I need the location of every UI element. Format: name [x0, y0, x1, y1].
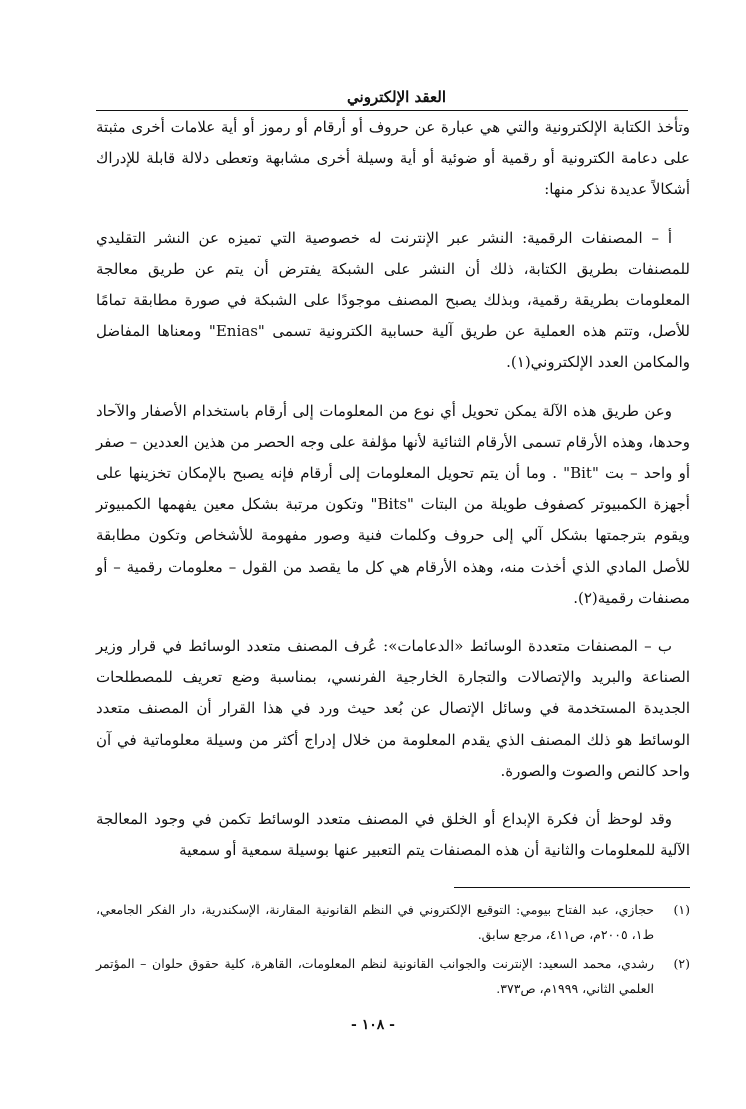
paragraph-creativity: وقد لوحظ أن فكرة الإبداع أو الخلق في المصنف متعدد الوسائط تكمن في وجود المعالجة الآلية للمعلومات والثانية أن هذه المصنفات يتم التعبير عنها بوسيلة سمعية أو سمعية: [96, 810, 690, 860]
page-number: - ١٠٨ -: [351, 1017, 395, 1033]
paragraph-digital-works: أ – المصنفات الرقمية: النشر عبر الإنترنت له خصوصية التي تميزه عن النشر التقليدي للمصنفات بطريق الكتابة، ذلك أن النشر على الشبكة يفترض أن يتم عن طريق معالجة المعلومات بطريقة رقمية، وبذلك يصبح المصنف موجودًا على الشبكة في صورة مطابقة تمامًا للأصل، وتتم هذه العملية عن طريق آلية حسابية الكترونية تسمى "Enias" ومعناها المفاضل والمكامن العدد الإلكتروني(١).: [96, 228, 690, 372]
paragraph-multimedia-works: ب – المصنفات متعددة الوسائط «الدعامات»: عُرف المصنف متعدد الوسائط في قرار وزير الصناعة والبريد والإتصالات والتجارة الخارجية الفرنسي، بمناسبة وضع تعريف للمصطلحات الجديدة المستخدمة في وسائل الإتصال عن بُعد حيث ورد في هذا القرار أن المصنف متعدد الوسائط هو ذلك المصنف الذي يقدم المعلومة من خلال إدراج أكثر من وسيلة معلوماتية في آن واحد كالنص والصوت والصورة.: [96, 637, 690, 780]
footnote-item: [96, 951, 690, 1001]
footnotes: [96, 897, 690, 1005]
footnote-item: [96, 897, 690, 947]
footnote-text: حجازي، عبد الفتاح بيومي: التوقيع الإلكتروني في النظم القانونية المقارنة، الإسكندرية، دار الفكر الجامعي، ط١، ٢٠٠٥م، ص٤١١، مرجع سابق.: [96, 902, 654, 942]
footnote-number: (١): [673, 902, 690, 917]
footnote-number: (٢): [673, 956, 690, 971]
body-text: [96, 112, 690, 883]
footnote-rule: [454, 887, 690, 888]
running-header-title: العقد الإلكتروني: [347, 88, 446, 106]
paragraph-intro: وتأخذ الكتابة الإلكترونية والتي هي عبارة عن حروف أو أرقام أو رموز أو أية علامات أخرى مثبتة على دعامة الكترونية أو رقمية أو ضوئية أو أية وسيلة أخرى مشابهة وتعطى دلالة قابلة للإدراك أشكالاً عديدة نذكر منها:: [96, 118, 690, 199]
header-rule: [96, 110, 688, 111]
paragraph-binary-digits: وعن طريق هذه الآلة يمكن تحويل أي نوع من المعلومات إلى أرقام باستخدام الأصفار والآحاد وحدها، وهذه الأرقام تسمى الأرقام الثنائية لأنها مؤلفة على وجه الحصر من هذين العددين – صفر أو واحد – بت "Bit" . وما أن يتم تحويل المعلومات إلى أرقام فإنه يصبح بالإمكان تخزينها على أجهزة الكمبيوتر كصفوف طويلة من البتات "Bits" وتكون مرتبة بشكل معين يفهمها الكمبيوتر ويقوم بترجمتها بشكل آلي إلى حروف وكلمات فنية وصور مفهومة للأشخاص وتكون مطابقة للأصل المادي الذي أخذت منه، وهذه الأرقام هي كل ما يقصد من القول – معلومات رقمية – أو مصنفات رقمية(٢).: [96, 401, 690, 607]
footnote-text: رشدي، محمد السعيد: الإنترنت والجوانب القانونية لنظم المعلومات، القاهرة، كلية حقوق حلوان – المؤتمر العلمي الثاني، ١٩٩٩م، ص٣٧٣.: [96, 956, 654, 996]
